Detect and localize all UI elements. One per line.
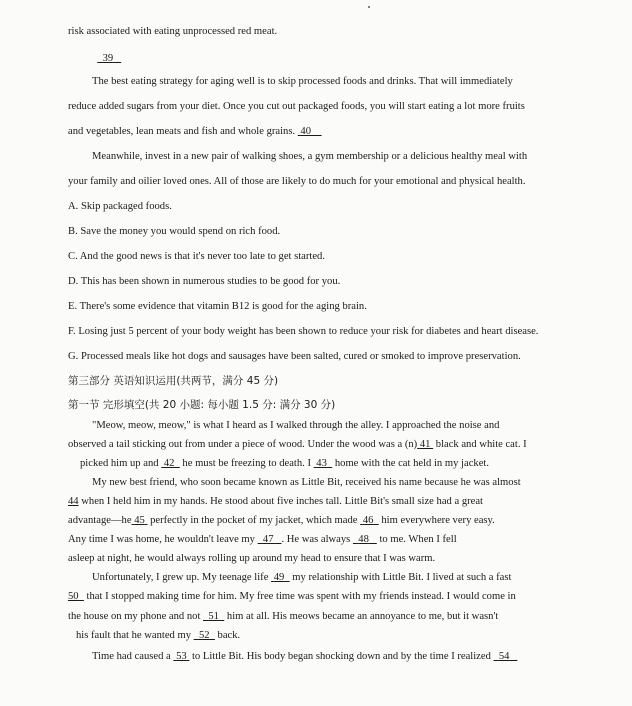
text-line: advantage—he 45 perfectly in the pocket of my jacket, which made 46 him everywhere very easy.: [68, 515, 495, 526]
blank-52[interactable]: 52: [198, 630, 210, 641]
text-line: My new best friend, who soon became known as Little Bit, received his name because he was almost: [92, 477, 521, 488]
text-line: Any time I was home, he wouldn't leave my 47 . He was always 48 to me. When I fell: [68, 534, 457, 545]
blank-51[interactable]: 51: [208, 611, 219, 622]
blank-48[interactable]: 48: [358, 534, 369, 545]
option-b: B. Save the money you would spend on rich food.: [68, 226, 281, 237]
text-line: reduce added sugars from your diet. Once you cut out packaged foods, you will start eating a lot more fruits: [68, 101, 525, 112]
option-f: F. Losing just 5 percent of your body weight has been shown to reduce your risk for diabetes and heart disease.: [68, 326, 539, 337]
text-line: Meanwhile, invest in a new pair of walking shoes, a gym membership or a delicious healthy meal with: [92, 151, 528, 162]
scan-speck: [368, 6, 370, 8]
blank-49[interactable]: 49: [273, 572, 285, 583]
text-line: picked him up and 42 he must be freezing to death. I 43 home with the cat held in my jacket.: [80, 458, 489, 469]
section-heading: 第三部分 英语知识运用(共两节，满分 45 分): [68, 375, 279, 387]
text-line: Time had caused a 53 to Little Bit. His body began shocking down and by the time I realized 54: [92, 650, 572, 664]
text-line: and vegetables, lean meats and fish and whole grains. 40: [68, 125, 572, 139]
text-line: Unfortunately, I grew up. My teenage life 49 my relationship with Little Bit. I lived at such a fast: [92, 572, 512, 583]
option-a: A. Skip packaged foods.: [68, 201, 172, 212]
blank-53[interactable]: 53: [176, 651, 187, 662]
blank-50[interactable]: 50: [68, 591, 79, 602]
blank-40[interactable]: 40: [300, 126, 312, 137]
text-line: the house on my phone and not 51 him at all. His meows became an annoyance to me, but it wasn't: [68, 611, 499, 622]
blank-42[interactable]: 42: [163, 458, 175, 469]
text-line: asleep at night, he would always rolling up around my head to ensure that I was warm.: [68, 553, 436, 564]
text-line: 50 that I stopped making time for him. My free time was spent with my friends instead. I would come in: [68, 591, 516, 602]
text-line: his fault that he wanted my 52 back.: [76, 630, 241, 641]
text-line: your family and oilier loved ones. All of those are likely to do much for your emotional and physical health.: [68, 176, 526, 187]
subsection-heading: 第一节 完形填空(共 20 小题: 每小题 1.5 分: 满分 30 分): [68, 399, 336, 411]
answer-blank-line: [92, 52, 572, 66]
blank-44[interactable]: 44: [68, 496, 79, 507]
option-g: G. Processed meals like hot dogs and sausages have been salted, cured or smoked to improve preservation.: [68, 351, 521, 362]
text-line: observed a tail sticking out from under a piece of wood. Under the wood was a (n) 41 black and white cat. I: [68, 439, 527, 450]
option-d: D. This has been shown in numerous studies to be good for you.: [68, 276, 341, 287]
option-c: C. And the good news is that it's never too late to get started.: [68, 251, 325, 262]
text-line: 44 when I held him in my hands. He stood about five inches tall. Little Bit's small size had a great: [68, 496, 483, 507]
blank-47[interactable]: 47: [262, 534, 274, 545]
text-line: The best eating strategy for aging well is to skip processed foods and drinks. That will immediately: [92, 76, 513, 87]
blank-39[interactable]: 39: [102, 53, 114, 64]
option-e: E. There's some evidence that vitamin B12 is good for the aging brain.: [68, 301, 367, 312]
blank-45[interactable]: 45: [134, 515, 145, 526]
blank-41[interactable]: 41: [419, 439, 431, 450]
blank-46[interactable]: 46: [362, 515, 374, 526]
text-line: risk associated with eating unprocessed red meat.: [68, 26, 278, 37]
text-line: "Meow, meow, meow," is what I heard as I walked through the alley. I approached the noise and: [92, 420, 500, 431]
blank-54[interactable]: 54: [498, 651, 510, 662]
blank-43[interactable]: 43: [316, 458, 327, 469]
